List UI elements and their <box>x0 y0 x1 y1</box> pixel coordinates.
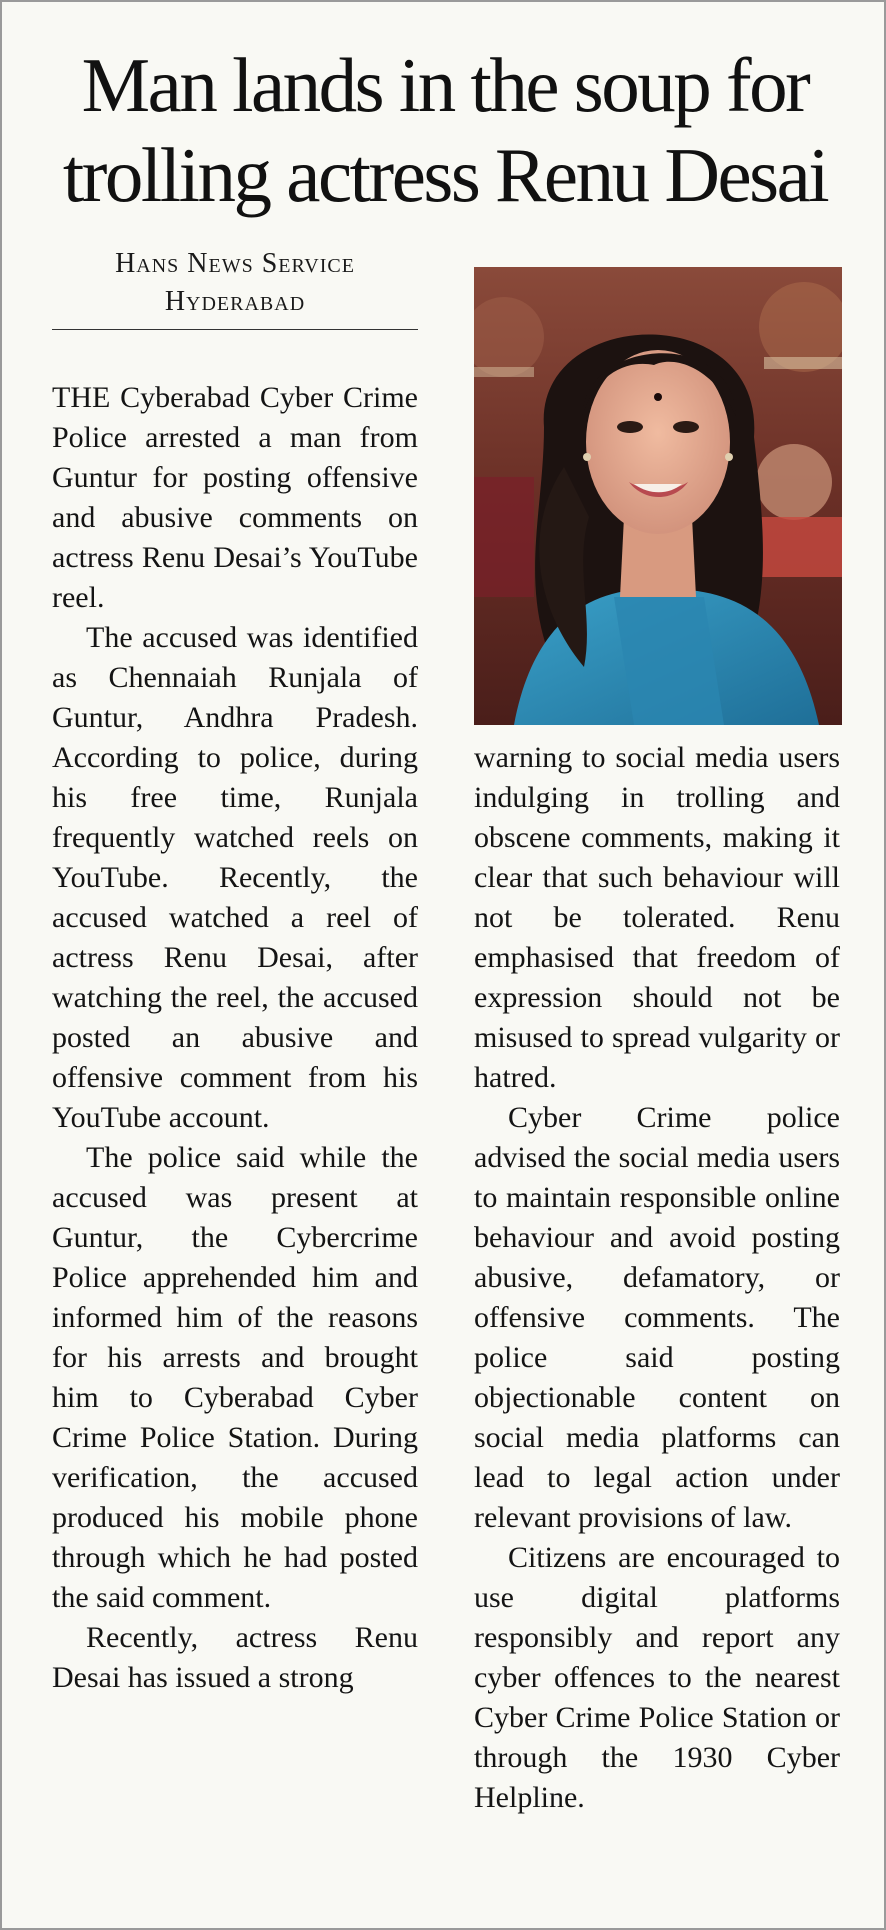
paragraph-3: The police said while the accused was present at Guntur, the Cybercrime Police apprehended him and informed him of the reasons for his arrests and brought him to Cyberabad Cyber Crime Police Station. During verification, the accused produced his mobile phone through which he had posted the said comment. <box>52 1141 418 1614</box>
paragraph-2: The accused was identified as Chennaiah Runjala of Guntur, Andhra Pradesh. According to police, during his free time, Runjala frequently watched reels on YouTube. Recently, the accused watched a reel of actress Renu Desai, after watching the reel, the accused posted an abusive and offensive comment from his YouTube account. <box>52 621 418 1134</box>
paragraph-1: THE Cyberabad Cyber Crime Police arrested a man from Guntur for posting offensive and abusive comments on actress Renu Desai’s YouTube reel. <box>52 381 418 614</box>
headline: Man lands in the soup for trolling actress Renu Desai <box>62 42 828 218</box>
byline-location: Hyderabad <box>164 286 306 317</box>
portrait-photo <box>474 267 842 725</box>
byline-service: Hans News Service <box>115 248 355 279</box>
paragraph-4: Recently, actress Renu Desai has issued a strong <box>52 1621 418 1694</box>
byline-divider <box>52 329 418 330</box>
paragraph-6: Cyber Crime police advised the social media users to maintain responsible online behaviour and avoid posting abusive, defamatory, or offensive comments. The police said posting objectionable content on social media platforms can lead to legal action under relevant provisions of law. <box>474 1101 840 1534</box>
paragraph-5: warning to social media users indulging in trolling and obscene comments, making it clear that such behaviour will not be tolerated. Renu emphasised that freedom of expression should not be misused to spread vulgarity or hatred. <box>474 741 840 1094</box>
article-column-right <box>474 738 840 1818</box>
paragraph-7: Citizens are encouraged to use digital platforms responsibly and report any cyber offences to the nearest Cyber Crime Police Station or through the 1930 Cyber Helpline. <box>474 1541 840 1814</box>
article-column-left <box>52 378 418 1698</box>
portrait-illustration <box>474 267 842 725</box>
byline <box>52 245 418 321</box>
